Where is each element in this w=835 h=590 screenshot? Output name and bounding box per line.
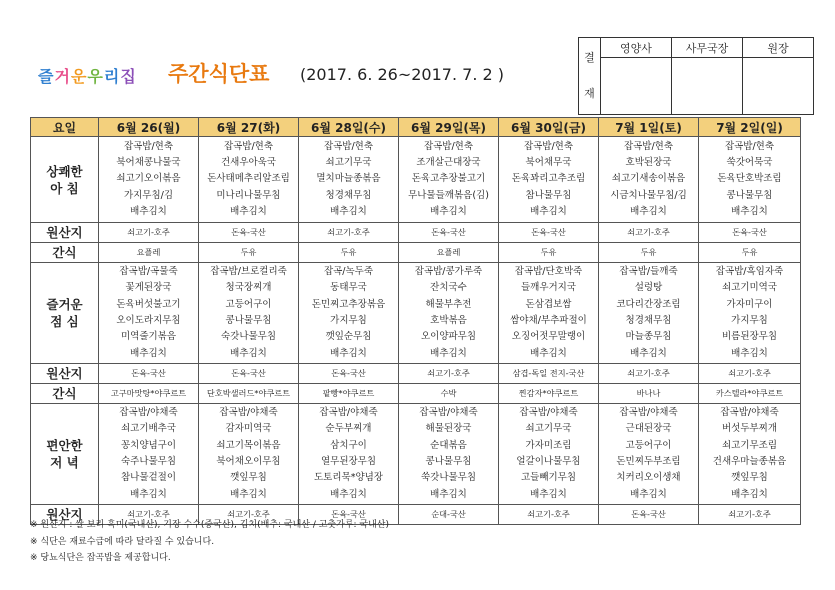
note-line: ※ 식단은 재료수급에 따라 달라질 수 있습니다. [30,536,215,547]
breakfast-origin-row-label: 원산지 [31,223,99,243]
menu-item: 돈민찌고추장볶음 [311,298,386,310]
lunch-origin-row-cell: 삼겹-독일 전지-국산 [499,364,599,384]
menu-item: 배추김치 [230,347,267,359]
breakfast-origin-row-cell: 쇠고기-호주 [599,223,699,243]
row-label-line: 즐거운 [46,297,83,312]
menu-item: 깻잎무침 [230,472,267,484]
snack2-row-cell: 카스텔라*야쿠르트 [699,384,801,404]
breakfast-origin-row-cell: 쇠고기-호주 [299,223,399,243]
approval-sign-dietitian[interactable] [601,58,672,115]
menu-item: 깻잎무침 [731,472,768,484]
menu-item: 동태무국 [330,282,367,294]
menu-item: 잡곡밥/야채죽 [519,407,578,419]
period: (2017. 6. 26~2017. 7. 2 ) [300,65,504,84]
menu-item: 시금치나물무침/김 [610,189,687,201]
menu-item: 코다리간장조림 [616,298,681,310]
menu-item: 잡곡/녹두죽 [323,266,374,278]
menu-item: 얼갈이나물무침 [516,456,581,467]
row-label-line: 저 녁 [50,455,79,470]
breakfast-row-cell [199,137,299,223]
menu-item: 배추김치 [530,347,567,359]
menu-item: 쇠고기목이볶음 [216,439,281,451]
menu-item: 치커리오이생채 [616,472,681,484]
breakfast-row-cell [99,137,199,223]
menu-item: 오이도라지무침 [116,315,181,326]
breakfast-origin-row-cell: 돈육-국산 [199,223,299,243]
menu-item: 잔치국수 [430,282,467,294]
logo [38,64,137,87]
menu-item: 잡곡밥/들깨죽 [619,266,678,278]
day-header: 7월 1일(토) [599,118,699,137]
lunch-origin-row-cell: 쇠고기-호주 [399,364,499,384]
snack2-row-cell: 고구마맛탕*야쿠르트 [99,384,199,404]
menu-item: 들깨우거지국 [520,282,577,294]
menu-item: 쇠고기무국 [525,423,572,435]
menu-item: 돈육버섯불고기 [116,298,181,310]
menu-item: 마늘종무침 [625,331,672,343]
menu-item: 배추김치 [330,205,367,217]
snack1-row-cell: 요플레 [99,243,199,263]
lunch-row-cell [399,263,499,364]
breakfast-row [31,137,801,223]
menu-item: 참나물무침 [525,189,572,201]
menu-item: 숙주나물무침 [120,456,177,467]
menu-item: 쌈야채/부추파절이 [510,315,587,326]
breakfast-origin-row-cell: 돈육-국산 [499,223,599,243]
breakfast-row-cell [399,137,499,223]
menu-item: 순대볶음 [430,439,467,451]
menu-item: 잡곡밥/야채죽 [619,407,678,419]
menu-item: 잡곡밥/현축 [724,140,775,152]
breakfast-row-label [31,137,99,223]
menu-item: 배추김치 [230,205,267,217]
snack2-row-label: 간식 [31,384,99,404]
header-weekday-label: 요일 [31,118,99,137]
menu-item: 참나물겉절이 [120,472,177,484]
menu-item: 배추김치 [230,488,267,500]
menu-item: 배추김치 [630,488,667,500]
menu-item: 잡곡밥/현축 [223,140,274,152]
menu-item: 쇠고기배추국 [120,423,177,435]
row-label-line: 점 심 [50,314,79,329]
menu-item: 배추김치 [530,205,567,217]
dinner-origin-row-cell: 순대-국산 [399,505,499,525]
lunch-row-cell [699,263,801,364]
menu-item: 돈육고추장불고기 [411,173,486,185]
day-header: 6월 28일(수) [299,118,399,137]
dinner-row-cell [699,404,801,505]
menu-item: 배추김치 [430,347,467,359]
menu-item: 쑥갓나물무침 [420,472,477,484]
lunch-row-cell [599,263,699,364]
menu-item: 무나물들깨볶음(김) [408,189,489,201]
menu-item: 쇠고기무국 [325,157,372,169]
menu-item: 배추김치 [330,347,367,359]
dinner-row-cell [499,404,599,505]
menu-item: 버섯두부찌개 [721,423,778,435]
logo-char: 운 [70,67,88,86]
menu-item: 순두부찌개 [325,423,372,435]
snack2-row-cell: 찐감자*야쿠르트 [499,384,599,404]
row-label-line: 편안한 [46,438,83,453]
menu-item: 가자미조림 [525,439,572,451]
menu-item: 배추김치 [330,488,367,500]
approval-role-secretary: 사무국장 [672,38,743,58]
menu-item: 비름된장무침 [721,331,778,343]
menu-item: 열무된장무침 [320,456,377,467]
menu-item: 쇠고기새송이볶음 [611,173,686,185]
row-label-line: 상쾌한 [46,163,83,179]
breakfast-origin-row-cell: 돈육-국산 [399,223,499,243]
snack2-row-cell: 수박 [399,384,499,404]
menu-item: 잡곡밥/야채죽 [419,407,478,419]
menu-item: 해물된장국 [425,423,472,435]
row-label-line: 아 침 [50,180,79,196]
menu-item: 건새우아욱국 [220,157,277,169]
menu-item: 꽃게된장국 [125,282,172,294]
logo-char: 우 [87,67,104,86]
menu-item: 잡곡밥/현축 [523,140,574,152]
snack2-row-cell: 단호박샐러드*야쿠르트 [199,384,299,404]
menu-item: 배추김치 [130,488,167,500]
menu-item: 청경채무침 [325,189,372,201]
menu-item: 돈육꽈리고추조림 [511,173,586,185]
dinner-row [31,404,801,505]
logo-char: 리 [103,67,121,86]
menu-item: 호박볶음 [430,315,467,326]
menu-item: 깻잎순무침 [325,331,372,343]
dinner-origin-row-cell: 쇠고기-호주 [99,505,199,525]
menu-item: 잡곡밥/현축 [123,140,174,152]
day-header: 6월 30일(금) [499,118,599,137]
dinner-row-cell [399,404,499,505]
approval-sign-director[interactable] [743,58,814,115]
menu-item: 배추김치 [130,347,167,359]
breakfast-origin-row-cell: 돈육-국산 [699,223,801,243]
menu-item: 돈육단호박조림 [717,173,782,185]
menu-item: 잡곡밥/브로컬리죽 [210,266,287,278]
menu-item: 미나리나물무침 [216,189,281,201]
menu-item: 잡곡밥/야채죽 [720,407,779,419]
menu-item: 잡곡밥/야채죽 [219,407,278,419]
menu-item: 돈민찌두부조림 [616,456,681,467]
menu-item: 조개살근대장국 [416,157,481,169]
snack1-row-cell: 두유 [699,243,801,263]
menu-item: 북어채무국 [525,157,572,169]
lunch-origin-row [31,364,801,384]
menu-item: 북어채오이무침 [216,456,281,467]
day-header: 6월 29일(목) [399,118,499,137]
menu-item: 고등어구이 [225,298,272,310]
dinner-row-cell [99,404,199,505]
header-row [31,118,801,137]
menu-item: 가자미구이 [726,298,773,310]
menu-item: 쇠고기오이볶음 [116,173,181,185]
day-header: 6월 27(화) [199,118,299,137]
dinner-row-cell [199,404,299,505]
menu-item: 삼치구이 [330,439,367,451]
lunch-origin-row-cell: 쇠고기-호주 [599,364,699,384]
menu-item: 돈삼겹보쌈 [525,298,572,310]
breakfast-row-cell [699,137,801,223]
lunch-origin-row-cell: 돈육-국산 [199,364,299,384]
menu-item: 콩나물무침 [425,456,472,467]
menu-item: 가지무침 [731,315,768,326]
menu-item: 잡곡밥/콩가루죽 [414,266,483,278]
lunch-row-cell [99,263,199,364]
menu-item: 건새우마늘종볶음 [712,456,787,467]
logo-char: 거 [54,67,71,86]
menu-item: 배추김치 [731,347,768,359]
menu-item: 콩나물무침 [726,189,773,201]
snack2-row [31,384,801,404]
dinner-origin-row-cell: 돈육-국산 [299,505,399,525]
menu-item: 배추김치 [630,205,667,217]
menu-item: 멸치마늘종볶음 [316,173,381,185]
dinner-origin-row-cell: 돈육-국산 [599,505,699,525]
menu-item: 배추김치 [130,205,167,217]
lunch-origin-row-cell: 돈육-국산 [299,364,399,384]
approval-sign-secretary[interactable] [672,58,743,115]
snack1-row-cell: 두유 [499,243,599,263]
menu-item: 잡곡밥/단호박죽 [514,266,583,278]
menu-item: 돈사태메추리알조림 [207,173,290,185]
lunch-row [31,263,801,364]
menu-item: 가지무침/김 [123,189,174,201]
snack1-row-cell: 요플레 [399,243,499,263]
menu-item: 잡곡밥/야채죽 [119,407,178,419]
menu-item: 설렁탕 [634,282,663,294]
dinner-origin-row-cell: 쇠고기-호주 [199,505,299,525]
menu-item: 고들빼기무침 [520,472,577,484]
menu-item: 숙갓나물무침 [220,331,277,343]
menu-item: 배추김치 [530,488,567,500]
menu-item: 쇠고기미역국 [721,282,778,294]
approval-role-director: 원장 [743,38,814,58]
breakfast-row-cell [599,137,699,223]
menu-item: 도토리묵*양념장 [314,472,383,484]
menu-item: 잡곡밥/현축 [423,140,474,152]
menu-item: 배추김치 [430,488,467,500]
dinner-row-cell [599,404,699,505]
breakfast-row-cell [299,137,399,223]
logo-char: 집 [120,67,137,86]
snack2-row-cell: 바나나 [599,384,699,404]
lunch-origin-row-cell: 돈육-국산 [99,364,199,384]
menu-item: 감자미역국 [225,423,272,435]
note-line: ※ 원산지 : 쌀 보리 흑미(국내산), 기장 수수(중국산), 김치(배추: 국내산 / 고춧가루: 국내산) [30,520,389,530]
logo-char: 즐 [38,67,55,86]
snack2-row-cell: 팥빵*야쿠르트 [299,384,399,404]
menu-item: 가지무침 [330,315,367,326]
menu-item: 북어채콩나물국 [116,157,181,169]
menu-item: 쇠고기무조림 [721,439,778,451]
lunch-origin-row-cell: 쇠고기-호주 [699,364,801,384]
menu-item: 잡곡밥/곡물죽 [119,266,178,278]
approval-box [578,37,814,115]
menu-item: 잡곡밥/야채죽 [319,407,378,419]
menu-item: 근대된장국 [625,423,672,435]
snack1-row-cell: 두유 [299,243,399,263]
dinner-row-cell [299,404,399,505]
snack1-row-label: 간식 [31,243,99,263]
menu-item: 잡곡밥/현축 [623,140,674,152]
menu-item: 오징어젓무말랭이 [511,331,586,343]
lunch-row-cell [299,263,399,364]
dinner-origin-row-cell: 쇠고기-호주 [499,505,599,525]
menu-item: 꽁치양념구이 [120,439,177,451]
snack1-row-cell: 두유 [599,243,699,263]
lunch-row-cell [499,263,599,364]
dinner-origin-row-label: 원산지 [31,505,99,525]
note-line: ※ 당뇨식단은 잡곡밥을 제공합니다. [30,553,171,563]
menu-item: 배추김치 [731,488,768,500]
menu-item: 배추김치 [430,205,467,217]
menu-item: 고등어구이 [625,439,672,451]
snack1-row-cell: 두유 [199,243,299,263]
dinner-origin-row-cell: 쇠고기-호주 [699,505,801,525]
breakfast-row-cell [499,137,599,223]
notes [30,517,389,567]
menu-item: 쑥갓어묵국 [726,157,773,169]
menu-item: 미역줄기볶음 [120,331,177,343]
menu-table [30,117,801,525]
lunch-row-label [31,263,99,364]
dinner-row-label [31,404,99,505]
menu-item: 콩나물무침 [225,315,272,326]
lunch-row-cell [199,263,299,364]
menu-item: 해물부추전 [425,298,472,310]
menu-item: 호박된장국 [625,157,672,169]
menu-item: 배추김치 [630,347,667,359]
menu-item: 잡곡밥/현축 [323,140,374,152]
menu-item: 청국장찌개 [225,282,272,294]
approval-label: 결 재 [579,38,601,115]
menu-item: 배추김치 [731,205,768,217]
page-title: 주간식단표 [168,62,270,86]
day-header: 6월 26(월) [99,118,199,137]
menu-item: 오이양파무침 [420,331,477,343]
approval-role-dietitian: 영양사 [601,38,672,58]
menu-item: 잡곡밥/흑임자죽 [715,266,784,278]
snack1-row [31,243,801,263]
breakfast-origin-row [31,223,801,243]
menu-item: 청경채무침 [625,315,672,326]
day-header: 7월 2일(일) [699,118,801,137]
breakfast-origin-row-cell: 쇠고기-호주 [99,223,199,243]
lunch-origin-row-label: 원산지 [31,364,99,384]
